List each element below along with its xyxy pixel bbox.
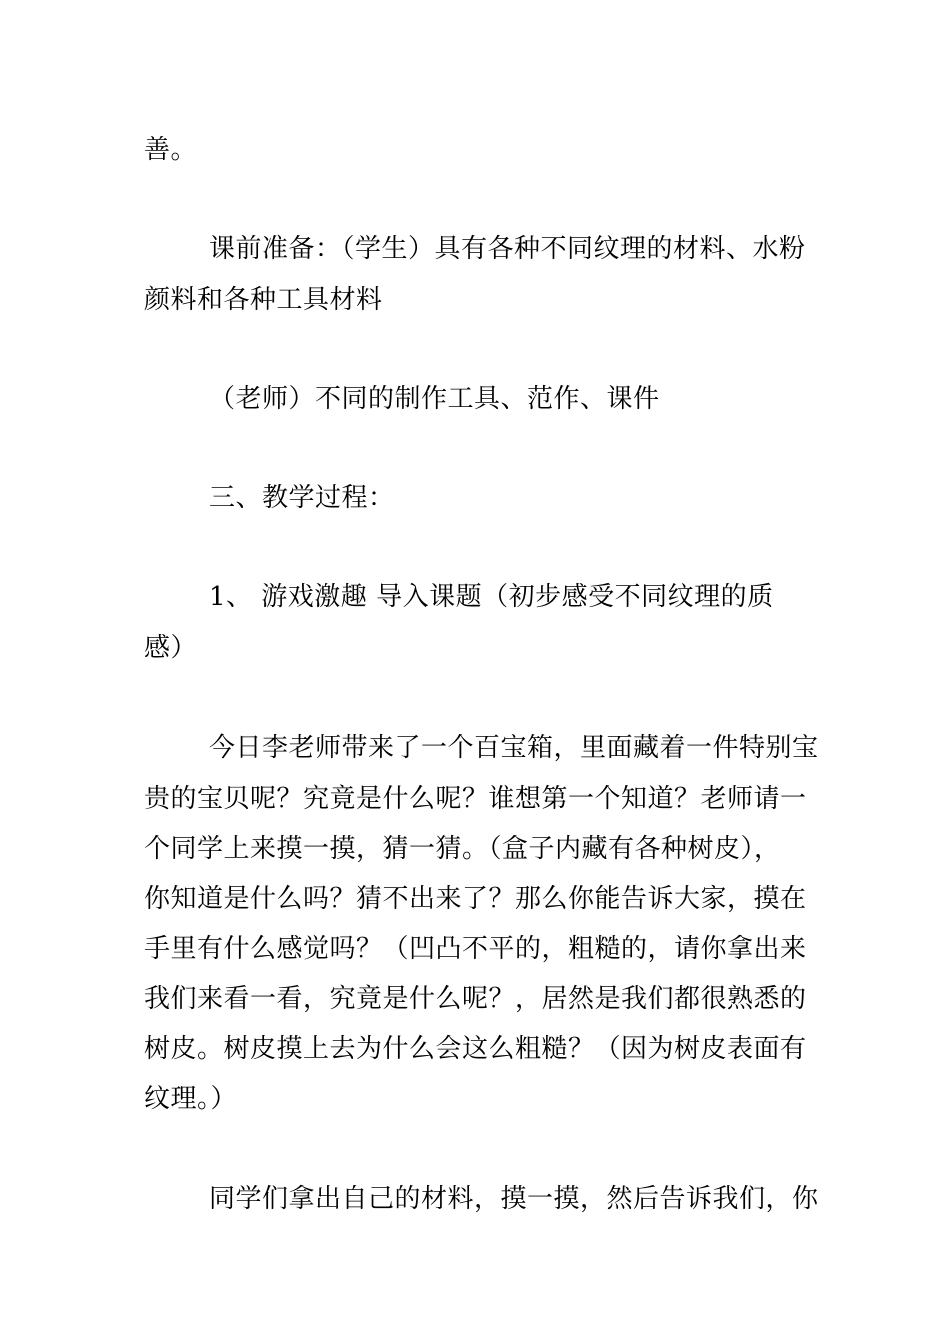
text-line: 纹理。）: [144, 1084, 238, 1114]
text-line: 颜料和各种工具材料: [144, 285, 383, 315]
text-line: 课前准备：（学生）具有各种不同纹理的材料、水粉: [209, 234, 806, 264]
text-line: 善。: [144, 135, 198, 165]
text-line: 感）: [144, 633, 198, 663]
text-line: 同学们拿出自己的材料，摸一摸，然后告诉我们，你: [209, 1184, 819, 1214]
section-heading: 三、教学过程：: [209, 483, 395, 513]
text-line: 手里有什么感觉吗？（凹凸不平的，粗糙的，请你拿出来: [144, 934, 807, 964]
subsection-heading: 1、 游戏激趣 导入课题（初步感受不同纹理的质: [209, 582, 774, 612]
text-line: 今日李老师带来了一个百宝箱，里面藏着一件特别宝: [209, 733, 819, 763]
text-line: （老师）不同的制作工具、范作、课件: [209, 384, 660, 414]
text-line: 树皮。树皮摸上去为什么会这么粗糙？（因为树皮表面有: [144, 1034, 807, 1064]
text-line: 我们来看一看，究竟是什么呢？，居然是我们都很熟悉的: [144, 984, 807, 1014]
text-line: 你知道是什么吗？猜不出来了？那么你能告诉大家，摸在: [144, 884, 807, 914]
text-line: 贵的宝贝呢？究竟是什么呢？谁想第一个知道？老师请一: [144, 784, 807, 814]
text-line: 个同学上来摸一摸，猜一猜。（盒子内藏有各种树皮），: [144, 834, 781, 864]
